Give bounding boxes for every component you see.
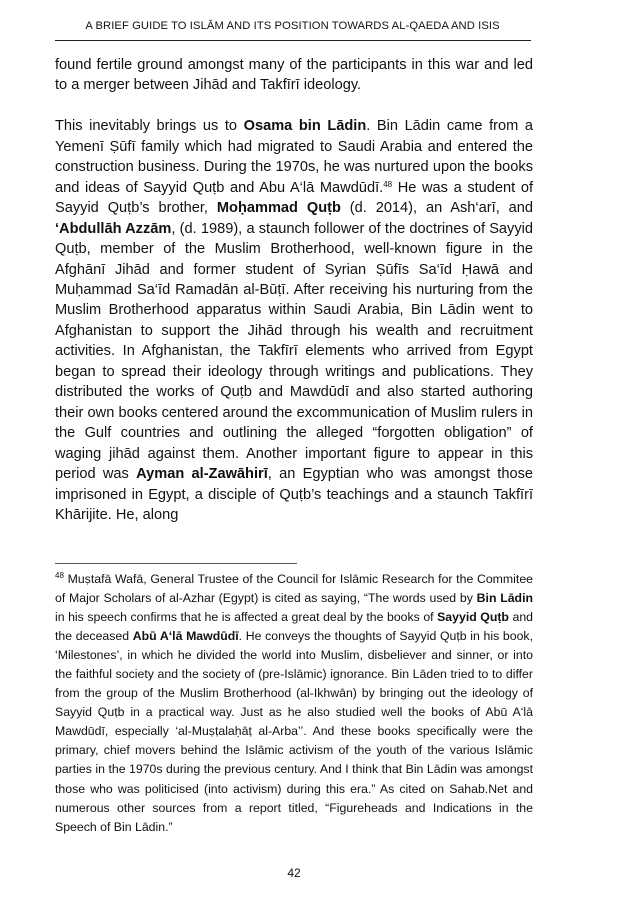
paragraph-2-text: . Bin Lādin came from a Yemenī Ṣūfī family which had migrated to Saudi Arabia and entered the construction business. During the 1970s, he was nurtured upon the books and ideas of Sayyid Quṭb and Abu A‘lā Mawdūdī. [55, 118, 533, 196]
paragraph-2 [55, 116, 533, 525]
footnote-reference[interactable]: 48 [383, 179, 393, 189]
footnote-rule [55, 563, 297, 564]
paragraph-2-text: This inevitably brings us to [55, 118, 244, 135]
name-osama-bin-ladin: Osama bin Lādin [243, 118, 367, 135]
name-mohammad-qutb: Moḥammad Quṭb [216, 200, 341, 217]
paragraph-2-text: He was a student of Sayyid Quṭb’s brother, [55, 179, 533, 217]
footnote-48 [55, 570, 533, 837]
footnote-text: in his speech confirms that he is affected a great deal by the books of [55, 610, 438, 625]
footnote-bold-name: Bin Lādin [476, 591, 533, 606]
footnote-text: Muṣtafā Wafā, General Trustee of the Council for Islāmic Research for the Commitee of Major Scholars of al-Azhar (Egypt) is cited as saying, “The words used by [55, 572, 533, 606]
footnote-bold-name: Sayyid Quṭb [437, 610, 509, 625]
paragraph-2-text: , (d. 1989), a staunch follower of the doctrines of Sayyid Quṭb, member of the Muslim Brotherhood, well-known figure in the Afghānī Jihād and former student of Syrian Ṣūfīs Sa‘īd Ḥawā and Muḥammad Sa‘īd Ramadān al-Būṭī. After receiving his nurturing from the Muslim Brotherhood apparatus within Saudi Arabia, Bin Lādin went to Afghanistan to support the Jihād through his wealth and recruitment activities. In Afghanistan, the Takfīrī elements who arrived from Egypt began to spread their ideology through writings and publications. They distributed the works of Quṭb and Mawdūdī and also started authoring their own books centered around the excommunication of Muslim rulers in the Gulf countries and outlining the alleged “forgotten obligation” of waging jihād against them. Another important figure to appear in this period was [55, 220, 534, 483]
footnote-bold-name: Abū A‘lā Mawdūdī [132, 629, 239, 644]
paragraph-2-text: , an Egyptian who was amongst those imprisoned in Egypt, a disciple of Quṭb’s teachings and a staunch Takfīrī Khārijite. He, along [55, 466, 533, 524]
main-text [55, 55, 533, 525]
paragraph-2-text: (d. 2014), an Ash‘arī, and [340, 200, 533, 217]
footnote-text: and the deceased [55, 610, 533, 644]
running-header: A BRIEF GUIDE TO ISLĀM AND ITS POSITION TOWARDS AL-QAEDA AND ISIS [85, 20, 500, 32]
name-abdullah-azzam: ‘Abdullāh Azzām [55, 220, 172, 237]
header-rule [55, 40, 531, 41]
footnote-number: 48 [55, 571, 64, 580]
footnote-text: . He conveys the thoughts of Sayyid Quṭb in his book, ‘Milestones’, in which he divided the world into Muslim, disbeliever and sinner, or into the faithful society and the society of (pre-Islāmic) ignorance. Bin Lāden tried to to differ from the group of the Muslim Brotherhood (al-Ikhwān) by bringing out the ideology of Sayyid Quṭb in a practical way. Just as he also studied well the books of Abū A‘lā Mawdūdī, especially ‘al-Muṣṭalaḥāṭ al-Arba’’. And these books specifically were the primary, chief movers behind the Islāmic activism of the youth of the various Islāmic parties in the 1970s during the previous century. And I think that Bin Lādin was amongst those who was politicised (into activism) during this era.” As cited on Sahab.Net and numerous other sources from a report titled, “Figureheads and Indications in the Speech of Bin Lādin.” [55, 629, 533, 834]
name-ayman-al-zawahiri: Ayman al-Zawāhirī [136, 466, 268, 483]
page-number: 42 [287, 866, 301, 880]
paragraph-1: found fertile ground amongst many of the participants in this war and led to a merger between Jihād and Takfīrī ideology. [55, 57, 533, 94]
